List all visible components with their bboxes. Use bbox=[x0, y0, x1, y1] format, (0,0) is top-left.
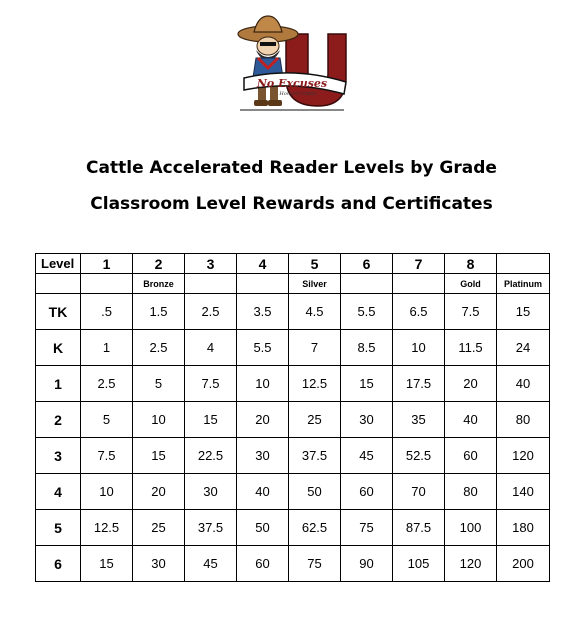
points-cell: 10 bbox=[81, 474, 133, 510]
corner-label: Level bbox=[36, 254, 81, 274]
points-cell: 17.5 bbox=[393, 366, 445, 402]
points-cell: 5 bbox=[81, 402, 133, 438]
points-cell: 140 bbox=[497, 474, 550, 510]
level-header-cell: 8 bbox=[445, 254, 497, 274]
grade-label: 5 bbox=[36, 510, 81, 546]
table-row bbox=[36, 474, 550, 510]
grade-label: 1 bbox=[36, 366, 81, 402]
points-cell: 75 bbox=[289, 546, 341, 582]
points-cell: 25 bbox=[133, 510, 185, 546]
points-cell: 87.5 bbox=[393, 510, 445, 546]
points-cell: 70 bbox=[393, 474, 445, 510]
points-cell: 15 bbox=[81, 546, 133, 582]
points-cell: 45 bbox=[185, 546, 237, 582]
points-cell: 25 bbox=[289, 402, 341, 438]
tier-cell: Bronze bbox=[133, 274, 185, 294]
table-row bbox=[36, 402, 550, 438]
points-cell: 5.5 bbox=[341, 294, 393, 330]
level-header-cell: 1 bbox=[81, 254, 133, 274]
points-cell: 5 bbox=[133, 366, 185, 402]
points-cell: 30 bbox=[185, 474, 237, 510]
table-row bbox=[36, 330, 550, 366]
points-cell: 2.5 bbox=[133, 330, 185, 366]
points-cell: 10 bbox=[133, 402, 185, 438]
points-cell: 120 bbox=[445, 546, 497, 582]
points-cell: 52.5 bbox=[393, 438, 445, 474]
points-cell: 37.5 bbox=[185, 510, 237, 546]
points-cell: 60 bbox=[237, 546, 289, 582]
points-cell: 7 bbox=[289, 330, 341, 366]
tier-cell bbox=[185, 274, 237, 294]
points-cell: 120 bbox=[497, 438, 550, 474]
reader-levels-table bbox=[35, 253, 550, 582]
points-cell: 90 bbox=[341, 546, 393, 582]
tier-cell bbox=[393, 274, 445, 294]
points-cell: 24 bbox=[497, 330, 550, 366]
level-header-cell: 4 bbox=[237, 254, 289, 274]
points-cell: 8.5 bbox=[341, 330, 393, 366]
level-header-row bbox=[36, 254, 550, 274]
tier-row bbox=[36, 274, 550, 294]
points-cell: 6.5 bbox=[393, 294, 445, 330]
points-cell: 30 bbox=[341, 402, 393, 438]
points-cell: 4 bbox=[185, 330, 237, 366]
points-cell: 180 bbox=[497, 510, 550, 546]
points-cell: 15 bbox=[133, 438, 185, 474]
points-cell: 30 bbox=[237, 438, 289, 474]
grade-label: 2 bbox=[36, 402, 81, 438]
points-cell: 1.5 bbox=[133, 294, 185, 330]
points-cell: 12.5 bbox=[81, 510, 133, 546]
points-cell: 40 bbox=[237, 474, 289, 510]
points-cell: 62.5 bbox=[289, 510, 341, 546]
points-cell: 7.5 bbox=[445, 294, 497, 330]
level-header-cell bbox=[497, 254, 550, 274]
level-header-cell: 5 bbox=[289, 254, 341, 274]
level-header-cell: 6 bbox=[341, 254, 393, 274]
points-cell: 7.5 bbox=[81, 438, 133, 474]
points-cell: 22.5 bbox=[185, 438, 237, 474]
points-cell: 40 bbox=[445, 402, 497, 438]
points-cell: 20 bbox=[445, 366, 497, 402]
points-cell: 35 bbox=[393, 402, 445, 438]
points-cell: 2.5 bbox=[81, 366, 133, 402]
tier-cell: Gold bbox=[445, 274, 497, 294]
points-cell: 12.5 bbox=[289, 366, 341, 402]
points-cell: 100 bbox=[445, 510, 497, 546]
table-row bbox=[36, 510, 550, 546]
points-cell: 60 bbox=[445, 438, 497, 474]
points-cell: 5.5 bbox=[237, 330, 289, 366]
points-cell: 15 bbox=[185, 402, 237, 438]
points-cell: 10 bbox=[393, 330, 445, 366]
tier-cell bbox=[237, 274, 289, 294]
points-cell: 50 bbox=[289, 474, 341, 510]
points-cell: 1 bbox=[81, 330, 133, 366]
points-cell: 2.5 bbox=[185, 294, 237, 330]
points-cell: 30 bbox=[133, 546, 185, 582]
points-cell: 20 bbox=[237, 402, 289, 438]
level-header-cell: 3 bbox=[185, 254, 237, 274]
table-row bbox=[36, 294, 550, 330]
points-cell: 3.5 bbox=[237, 294, 289, 330]
points-cell: 11.5 bbox=[445, 330, 497, 366]
points-cell: 15 bbox=[341, 366, 393, 402]
grade-label: 3 bbox=[36, 438, 81, 474]
grade-label: TK bbox=[36, 294, 81, 330]
grade-label: K bbox=[36, 330, 81, 366]
tier-cell bbox=[36, 274, 81, 294]
points-cell: 50 bbox=[237, 510, 289, 546]
tier-cell: Silver bbox=[289, 274, 341, 294]
points-cell: 60 bbox=[341, 474, 393, 510]
table-row bbox=[36, 366, 550, 402]
points-cell: 40 bbox=[497, 366, 550, 402]
table-row bbox=[36, 546, 550, 582]
points-cell: 15 bbox=[497, 294, 550, 330]
points-cell: 45 bbox=[341, 438, 393, 474]
points-cell: 7.5 bbox=[185, 366, 237, 402]
grade-label: 6 bbox=[36, 546, 81, 582]
points-cell: 37.5 bbox=[289, 438, 341, 474]
page-title: Cattle Accelerated Reader Levels by Grade bbox=[86, 158, 497, 178]
tier-cell bbox=[81, 274, 133, 294]
points-cell: 75 bbox=[341, 510, 393, 546]
level-header-cell: 7 bbox=[393, 254, 445, 274]
table-row bbox=[36, 438, 550, 474]
points-cell: 105 bbox=[393, 546, 445, 582]
tier-cell bbox=[341, 274, 393, 294]
points-cell: 20 bbox=[133, 474, 185, 510]
school-mascot-logo bbox=[236, 14, 348, 112]
points-cell: 200 bbox=[497, 546, 550, 582]
points-cell: 80 bbox=[445, 474, 497, 510]
points-cell: 10 bbox=[237, 366, 289, 402]
logo-text: No Excuses bbox=[256, 77, 328, 90]
tier-cell: Platinum bbox=[497, 274, 550, 294]
points-cell: .5 bbox=[81, 294, 133, 330]
points-cell: 80 bbox=[497, 402, 550, 438]
grade-label: 4 bbox=[36, 474, 81, 510]
points-cell: 4.5 bbox=[289, 294, 341, 330]
logo-subtext: Howard Cattle bbox=[279, 91, 317, 97]
level-header-cell: 2 bbox=[133, 254, 185, 274]
page-subtitle: Classroom Level Rewards and Certificates bbox=[90, 194, 493, 214]
